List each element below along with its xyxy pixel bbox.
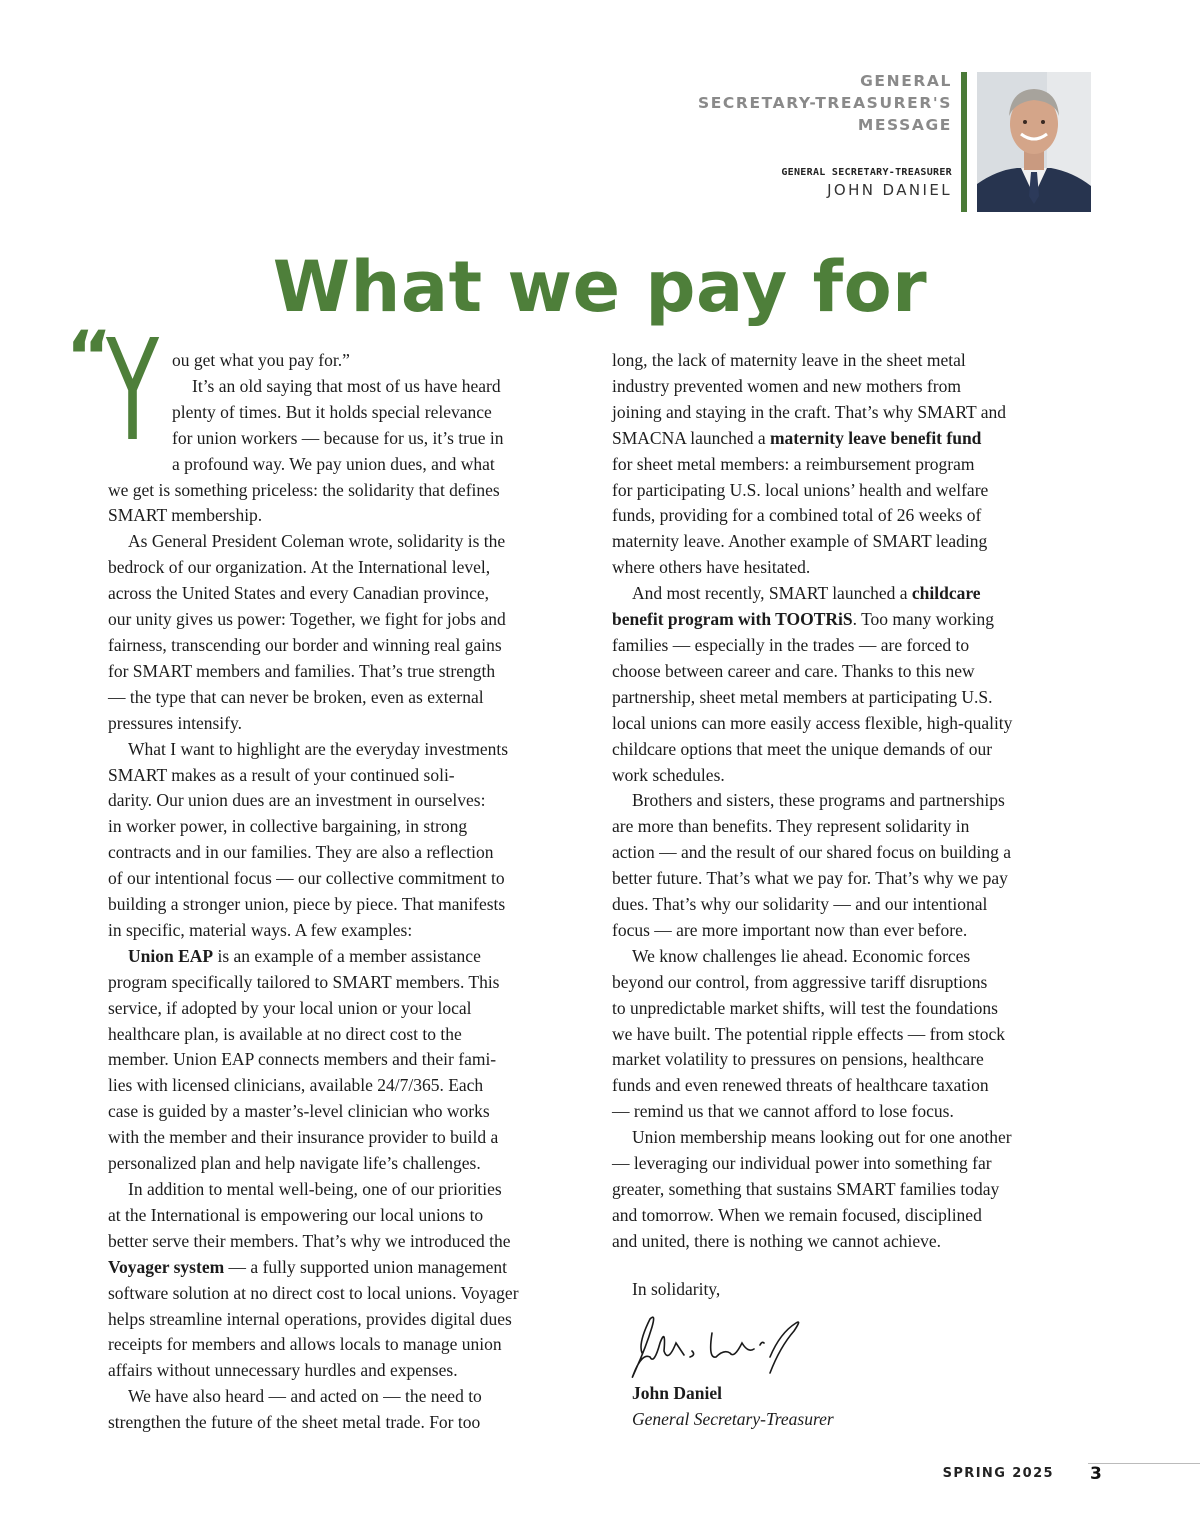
text-line: We have also heard — and acted on — the need to — [128, 1386, 482, 1407]
signatory-name-text: John Daniel — [632, 1382, 722, 1403]
text-line: helps streamline internal operations, provides digital dues — [108, 1308, 512, 1329]
text-line: a profound way. We pay union dues, and what — [172, 453, 495, 474]
text-line: long, the lack of maternity leave in the sheet metal — [612, 350, 966, 370]
text-line: dues. That’s why our solidarity — and our intentional — [612, 894, 988, 915]
text-line: Brothers and sisters, these programs and partnerships — [632, 790, 1005, 811]
text-line: program specifically tailored to SMART members. This — [108, 971, 500, 992]
text-line: joining and staying in the craft. That’s why SMART and — [612, 401, 1006, 422]
text-line: choose between career and care. Thanks to this new — [612, 660, 975, 681]
text-line: beyond our control, from aggressive tariff disruptions — [612, 971, 988, 992]
text-line: action — and the result of our shared focus on building a — [612, 842, 1011, 863]
text-line: for sheet metal members: a reimbursement program — [612, 453, 975, 474]
text-line: building a stronger union, piece by piece. That manifests — [108, 894, 506, 915]
kicker-line: MESSAGE — [857, 116, 952, 134]
text-line: bedrock of our organization. At the International level, — [108, 557, 491, 578]
text-line: for union workers — because for us, it’s true in — [172, 427, 504, 448]
text-line: better serve their members. That’s why we introduced the — [108, 1230, 511, 1251]
accent-bar — [961, 72, 967, 212]
text-line: In addition to mental well-being, one of our priorities — [128, 1179, 502, 1199]
text-line: our unity gives us power: Together, we fight for jobs and — [108, 609, 506, 630]
text-line: for participating U.S. local unions’ health and welfare — [612, 479, 989, 500]
text-line: SMART makes as a result of your continued soli- — [108, 764, 455, 785]
text-line: focus — are more important now than ever before. — [612, 919, 968, 940]
text-line: to unpredictable market shifts, will test the foundations — [612, 997, 998, 1018]
text-line: — remind us that we cannot afford to lose focus. — [612, 1101, 954, 1122]
text-line — [612, 607, 1092, 633]
text-line: plenty of times. But it holds special relevance — [172, 401, 492, 422]
section-header — [552, 70, 952, 199]
text-line: service, if adopted by your local union or your local — [108, 997, 472, 1018]
text-line: We know challenges lie ahead. Economic forces — [632, 945, 971, 966]
text-line: of our intentional focus — our collective commitment to — [108, 868, 505, 889]
signatory-name — [612, 1381, 1092, 1407]
text-fragment: SMACNA launched a — [612, 427, 766, 448]
text-line: childcare options that meet the unique demands of our — [612, 738, 993, 759]
bold-term: benefit program with TOOTRiS — [612, 609, 853, 630]
text-line: and tomorrow. When we remain focused, disciplined — [612, 1204, 982, 1225]
text-line: pressures intensify. — [108, 712, 242, 733]
text-line: As General President Coleman wrote, solidarity is the — [128, 531, 506, 552]
author-name: JOHN DANIEL — [827, 181, 952, 199]
kicker-line: SECRETARY-TREASURER'S — [697, 94, 952, 112]
text-line: better future. That’s what we pay for. That’s why we pay — [612, 868, 1008, 889]
text-fragment: is an example of a member assistance — [217, 945, 481, 966]
bold-term: maternity leave benefit fund — [769, 427, 982, 448]
text-line — [108, 1255, 588, 1281]
text-line: affairs without unnecessary hurdles and expenses. — [108, 1360, 458, 1381]
text-line: What I want to highlight are the everyday investments — [128, 738, 509, 759]
text-line: market volatility to pressures on pensions, healthcare — [612, 1049, 984, 1070]
bold-term: Union EAP — [128, 945, 214, 966]
text-line: case is guided by a master’s-level clinician who works — [108, 1101, 490, 1122]
text-line: fairness, transcending our border and winning real gains — [108, 634, 502, 655]
section-kicker — [552, 70, 952, 136]
text-line: for SMART members and families. That’s true strength — [108, 660, 496, 681]
author-portrait — [977, 72, 1091, 212]
text-line: receipts for members and allows locals to manage union — [108, 1334, 502, 1355]
text-fragment: . Too many working — [852, 609, 995, 630]
text-line — [108, 944, 588, 970]
text-line: lies with licensed clinicians, available 24/7/365. Each — [108, 1075, 484, 1096]
text-line: It’s an old saying that most of us have heard — [192, 375, 501, 396]
signature-image — [620, 1313, 810, 1389]
issue-label: SPRING 2025 — [942, 1466, 1054, 1481]
text-line: industry prevented women and new mothers from — [612, 375, 961, 396]
signatory-title: General Secretary-Treasurer — [632, 1408, 834, 1429]
text-line: work schedules. — [612, 764, 725, 785]
text-line: personalized plan and help navigate life’s challenges. — [108, 1153, 481, 1174]
text-line: ou get what you pay for.” — [172, 350, 350, 370]
text-line: and united, there is nothing we cannot achieve. — [612, 1230, 941, 1251]
text-line — [612, 426, 1092, 452]
text-line: funds and even renewed threats of healthcare taxation — [612, 1075, 989, 1096]
closing-salutation: In solidarity, — [632, 1278, 721, 1299]
page-number: 3 — [1090, 1464, 1102, 1484]
text-line: in worker power, in collective bargaining, in strong — [108, 816, 468, 837]
text-line: where others have hesitated. — [612, 557, 811, 578]
text-line: member. Union EAP connects members and their fami- — [108, 1049, 497, 1070]
spacer — [612, 1255, 1092, 1277]
text-line: SMART membership. — [108, 505, 263, 526]
drop-cap-quote: “ — [66, 316, 113, 398]
text-line: families — especially in the trades — are forced to — [612, 634, 970, 655]
text-line: at the International is empowering our local unions to — [108, 1204, 484, 1225]
drop-cap-letter: Y — [106, 310, 160, 473]
text-line: local unions can more easily access flexible, high-quality — [612, 712, 1013, 733]
text-line: strengthen the future of the sheet metal trade. For too — [108, 1412, 481, 1433]
text-line: we get is something priceless: the solidarity that defines — [108, 479, 500, 500]
text-line: healthcare plan, is available at no direct cost to the — [108, 1023, 462, 1044]
kicker-line: GENERAL — [860, 72, 952, 90]
text-line: maternity leave. Another example of SMART leading — [612, 531, 988, 552]
text-line: partnership, sheet metal members at participating U.S. — [612, 686, 993, 707]
text-line: greater, something that sustains SMART families today — [612, 1179, 1000, 1199]
text-fragment: — a fully supported union management — [228, 1256, 508, 1277]
text-fragment: And most recently, SMART launched a — [632, 583, 908, 604]
text-line: with the member and their insurance provider to build a — [108, 1127, 499, 1148]
bold-term: Voyager system — [108, 1256, 225, 1277]
text-line: Union membership means looking out for one another — [632, 1127, 1012, 1148]
text-line: funds, providing for a combined total of 26 weeks of — [612, 505, 982, 526]
text-line: across the United States and every Canadian province, — [108, 583, 489, 604]
author-role: GENERAL SECRETARY-TREASURER — [781, 167, 952, 178]
article-column-left — [108, 348, 588, 1436]
article-column-right — [612, 348, 1092, 1432]
footer-rule — [1088, 1463, 1200, 1464]
text-line: software solution at no direct cost to local unions. Voyager — [108, 1282, 519, 1303]
text-line: — leveraging our individual power into something far — [612, 1153, 992, 1174]
text-line: darity. Our union dues are an investment in ourselves: — [108, 790, 486, 811]
text-line — [612, 581, 1092, 607]
text-line: in specific, material ways. A few examples: — [108, 919, 413, 940]
text-line: are more than benefits. They represent solidarity in — [612, 816, 970, 837]
bold-term: childcare — [911, 583, 981, 604]
text-line: — the type that can never be broken, even as external — [108, 686, 484, 707]
text-line: we have built. The potential ripple effects — from stock — [612, 1023, 1005, 1044]
page-title: What we pay for — [272, 246, 928, 328]
text-line: contracts and in our families. They are also a reflection — [108, 842, 494, 863]
